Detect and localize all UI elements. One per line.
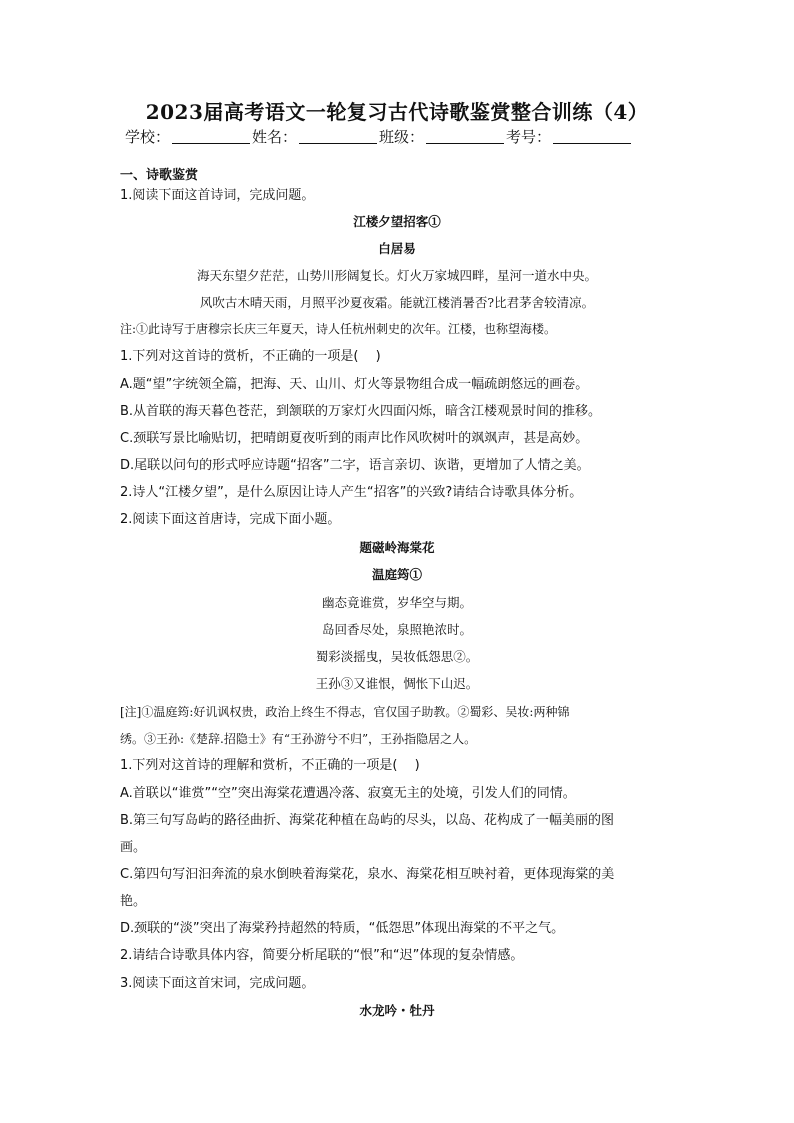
q1-intro: 1.阅读下面这首诗词，完成问题。 <box>120 188 315 203</box>
q2-poem-line: 岛回香尽处，泉照艳浓时。 <box>321 622 472 637</box>
q1-poem-line: 风吹古木晴天雨，月照平沙夏夜霜。能就江楼消暑否?比君茅舍较清凉。 <box>199 295 595 310</box>
name-blank[interactable] <box>299 129 377 144</box>
q1-poem-line: 海天东望夕茫茫，山势川形阔复长。灯火万家城四畔，星河一道水中央。 <box>196 268 597 283</box>
q1-option-d: D.尾联以问句的形式呼应诗题“招客”二字，语言亲切、诙谐，更增加了人情之美。 <box>120 458 590 473</box>
q3-poem-title: 水龙吟・牡丹 <box>359 1003 435 1018</box>
q2-poem-title: 题磁岭海棠花 <box>359 540 435 555</box>
q1-note: 注:①此诗写于唐穆宗长庆三年夏天，诗人任杭州刺史的次年。江楼，也称望海楼。 <box>120 322 557 336</box>
school-label: 学校： <box>125 128 171 146</box>
name-label: 姓名： <box>252 128 298 146</box>
q2-option-a: A.首联以“谁赏”“空”突出海棠花遭遇冷落、寂寞无主的处境，引发人们的同情。 <box>120 786 576 801</box>
q2-intro: 2.阅读下面这首唐诗，完成下面小题。 <box>120 512 341 527</box>
q1-option-a: A.题“望”字统领全篇，把海、天、山川、灯火等景物组合成一幅疏朗悠远的画卷。 <box>120 377 589 392</box>
q2-option-b: B.第三句写岛屿的路径曲折、海棠花种植在岛屿的尽头，以岛、花构成了一幅美丽的图 <box>120 813 615 828</box>
q1-option-c: C.颈联写景比喻贴切，把晴朗夏夜听到的雨声比作风吹树叶的飒飒声，甚是高妙。 <box>120 431 589 446</box>
q1-poem-title: 江楼夕望招客① <box>353 214 441 229</box>
q2-option-c: C.第四句写汩汩奔流的泉水倒映着海棠花，泉水、海棠花相互映衬着，更体现海棠的美 <box>120 867 615 882</box>
q2-poem-line: 幽态竟谁赏，岁华空与期。 <box>321 595 472 610</box>
q2-note-line: 绣。③王孙:《楚辞.招隐士》有“王孙游兮不归”，王孙指隐居之人。 <box>120 732 477 746</box>
class-blank[interactable] <box>426 129 504 144</box>
q2-sub2: 2.请结合诗歌具体内容，简要分析尾联的“恨”和“迟”体现的复杂情感。 <box>120 948 524 963</box>
q2-poem-line: 王孙③又谁恨，惆怅下山迟。 <box>315 676 479 691</box>
q1-poem-author: 白居易 <box>378 241 416 256</box>
q2-poem-author: 温庭筠① <box>371 567 422 582</box>
class-label: 班级： <box>379 128 425 146</box>
q3-intro: 3.阅读下面这首宋词，完成问题。 <box>120 976 315 991</box>
q2-sub1: 1.下列对这首诗的理解和赏析，不正确的一项是( ) <box>120 758 420 773</box>
number-blank[interactable] <box>553 129 631 144</box>
page-title: 2023届高考语文一轮复习古代诗歌鉴赏整合训练（4） <box>145 100 649 124</box>
q2-note-line: [注]①温庭筠:好讥讽权贵，政治上终生不得志，官仅国子助教。②蜀彩、吴妆:两种锦 <box>120 705 570 719</box>
number-label: 考号： <box>506 128 552 146</box>
q1-sub2: 2.诗人“江楼夕望”，是什么原因让诗人产生“招客”的兴致?请结合诗歌具体分析。 <box>120 485 583 500</box>
q2-option-b-cont: 画。 <box>120 840 147 855</box>
q2-poem-line: 蜀彩淡摇曳，吴妆低怨思②。 <box>315 649 479 664</box>
q2-option-c-cont: 艳。 <box>120 894 147 909</box>
student-info-line <box>125 126 633 147</box>
q1-option-b: B.从首联的海天暮色苍茫，到颔联的万家灯火四面闪烁，暗含江楼观景时间的推移。 <box>120 404 602 419</box>
q1-sub1: 1.下列对这首诗的赏析，不正确的一项是( ) <box>120 349 381 364</box>
school-blank[interactable] <box>172 129 250 144</box>
q2-option-d: D.颈联的“淡”突出了海棠矜持超然的特质，“低怨思”体现出海棠的不平之气。 <box>120 921 565 936</box>
section-heading: 一、诗歌鉴赏 <box>120 168 199 183</box>
